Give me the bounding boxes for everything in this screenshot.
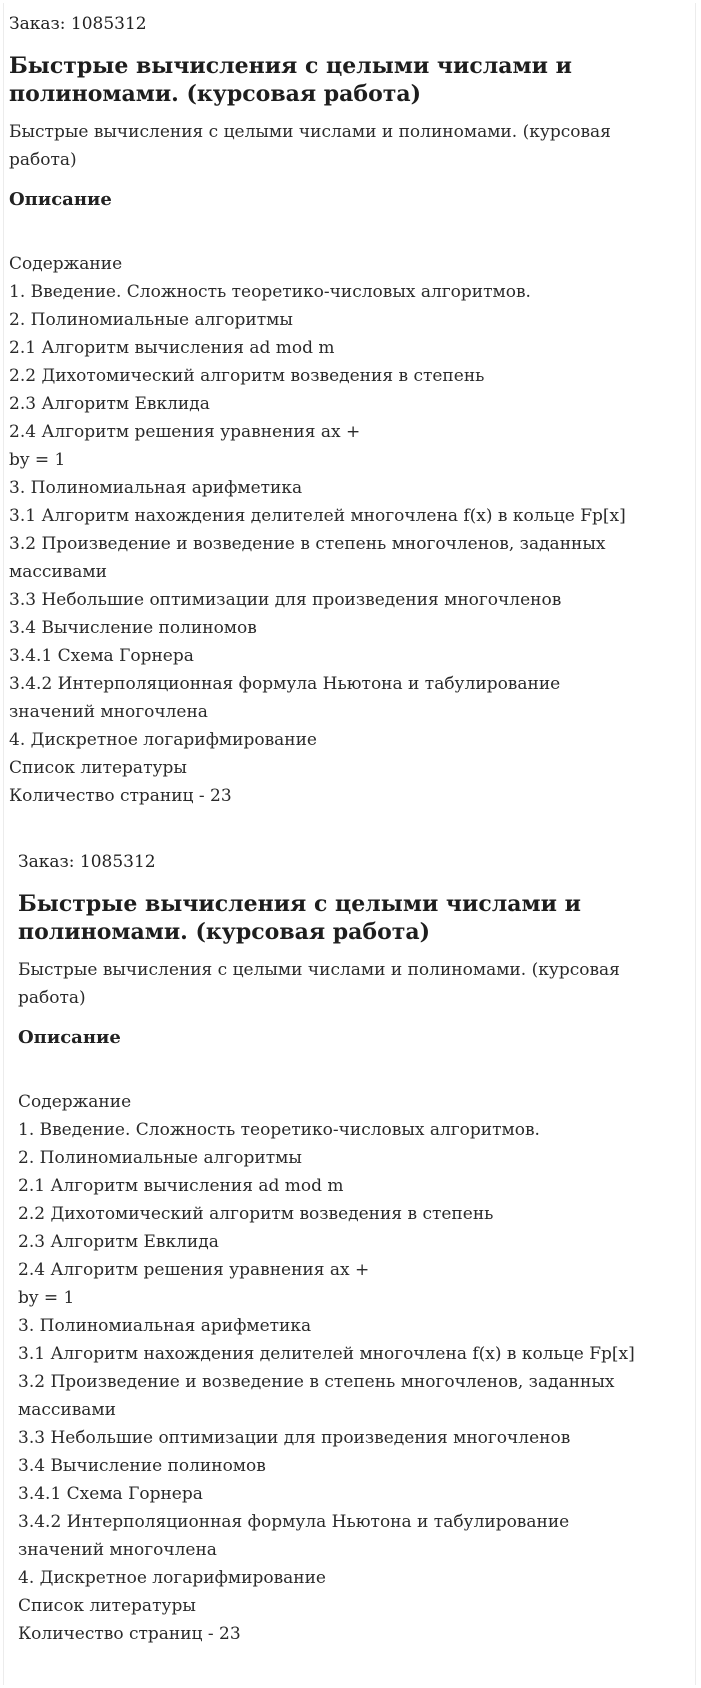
order-number: Заказ: 1085312 (9, 14, 147, 34)
contents-line: 2.3 Алгоритм Евклида (18, 1232, 219, 1252)
contents-line: 3.2 Произведение и возведение в степень многочленов, заданных (9, 534, 606, 554)
contents-line: Содержание (18, 1092, 132, 1112)
contents-line: 2. Полиномиальные алгоритмы (9, 310, 293, 330)
order-subtitle-line: Быстрые вычисления с целыми числами и полиномами. (курсовая (9, 122, 611, 142)
order-title (9, 52, 689, 108)
contents-line: 2.2 Дихотомический алгоритм возведения в степень (18, 1204, 494, 1224)
order-title-line: полиномами. (курсовая работа) (18, 919, 431, 945)
contents-line: Список литературы (18, 1596, 196, 1616)
contents-line: 3.4.1 Схема Горнера (18, 1484, 203, 1504)
contents-line: by = 1 (18, 1288, 75, 1308)
contents-line: 3. Полиномиальная арифметика (18, 1316, 312, 1336)
contents-line: 2. Полиномиальные алгоритмы (18, 1148, 302, 1168)
contents-line: Количество страниц - 23 (9, 786, 232, 806)
contents-line: 3.3 Небольшие оптимизации для произведения многочленов (9, 590, 562, 610)
contents-line: 1. Введение. Сложность теоретико-числовых алгоритмов. (9, 282, 531, 302)
contents-line: Список литературы (9, 758, 187, 778)
contents-line: by = 1 (9, 450, 66, 470)
order-card-2 (18, 838, 688, 1648)
description-heading: Описание (18, 1027, 121, 1048)
order-subtitle-line: работа) (9, 150, 77, 170)
order-subtitle-line: работа) (18, 988, 86, 1008)
order-title (18, 890, 688, 946)
contents-line: 3. Полиномиальная арифметика (9, 478, 303, 498)
order-title-line: Быстрые вычисления с целыми числами и (18, 891, 581, 917)
contents-line: 3.2 Произведение и возведение в степень многочленов, заданных (18, 1372, 615, 1392)
contents-list (9, 250, 689, 810)
order-number: Заказ: 1085312 (18, 852, 156, 872)
contents-line: 3.1 Алгоритм нахождения делителей многочлена f(x) в кольце Fp[x] (18, 1344, 635, 1364)
contents-line: значений многочлена (9, 702, 208, 722)
order-subtitle (18, 956, 688, 1012)
contents-line: 2.1 Алгоритм вычисления ad mod m (9, 338, 335, 358)
contents-line: 3.1 Алгоритм нахождения делителей многочлена f(x) в кольце Fp[x] (9, 506, 626, 526)
contents-list (18, 1088, 688, 1648)
contents-line: 3.4.1 Схема Горнера (9, 646, 194, 666)
contents-line: 2.4 Алгоритм решения уравнения ax + (9, 422, 361, 442)
contents-line: 4. Дискретное логарифмирование (18, 1568, 326, 1588)
contents-line: 2.4 Алгоритм решения уравнения ax + (18, 1260, 370, 1280)
description-heading: Описание (9, 189, 112, 210)
contents-line: 3.4 Вычисление полиномов (9, 618, 257, 638)
contents-line: 3.4 Вычисление полиномов (18, 1456, 266, 1476)
contents-line: 3.4.2 Интерполяционная формула Ньютона и табулирование (18, 1512, 570, 1532)
contents-line: массивами (9, 562, 107, 582)
contents-line: Содержание (9, 254, 123, 274)
contents-line: 3.4.2 Интерполяционная формула Ньютона и табулирование (9, 674, 561, 694)
contents-line: 2.2 Дихотомический алгоритм возведения в степень (9, 366, 485, 386)
contents-line: массивами (18, 1400, 116, 1420)
order-card-1 (9, 0, 689, 810)
order-subtitle-line: Быстрые вычисления с целыми числами и полиномами. (курсовая (18, 960, 620, 980)
order-subtitle (9, 118, 689, 174)
order-title-line: Быстрые вычисления с целыми числами и (9, 53, 572, 79)
contents-line: 2.1 Алгоритм вычисления ad mod m (18, 1176, 344, 1196)
contents-line: 1. Введение. Сложность теоретико-числовых алгоритмов. (18, 1120, 540, 1140)
contents-line: 3.3 Небольшие оптимизации для произведения многочленов (18, 1428, 571, 1448)
contents-line: значений многочлена (18, 1540, 217, 1560)
contents-line: 4. Дискретное логарифмирование (9, 730, 317, 750)
contents-line: Количество страниц - 23 (18, 1624, 241, 1644)
order-title-line: полиномами. (курсовая работа) (9, 81, 422, 107)
contents-line: 2.3 Алгоритм Евклида (9, 394, 210, 414)
